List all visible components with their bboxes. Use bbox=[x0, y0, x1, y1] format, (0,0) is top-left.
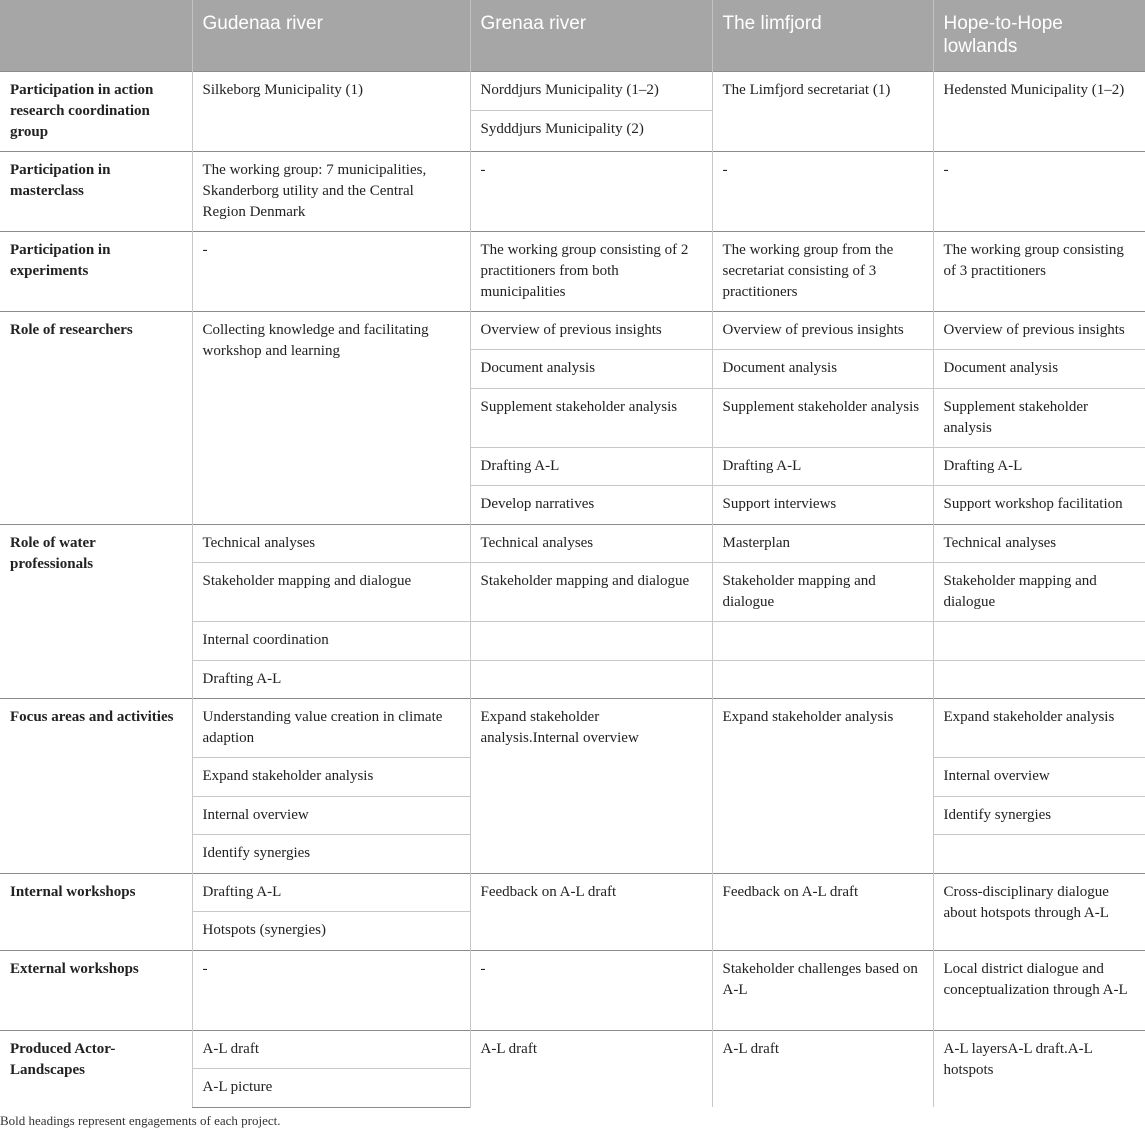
table-cell: Stakeholder mapping and dialogue bbox=[712, 562, 933, 621]
table-cell: Identify synergies bbox=[933, 796, 1145, 834]
table-cell: Technical analyses bbox=[933, 524, 1145, 562]
table-row bbox=[0, 231, 1145, 311]
table-cell: Expand stakeholder analysis bbox=[933, 698, 1145, 757]
table-cell: Masterplan bbox=[712, 524, 933, 562]
row-heading: Role of water professionals bbox=[0, 524, 192, 698]
table-cell: - bbox=[192, 950, 470, 1030]
table-row bbox=[0, 698, 1145, 757]
table-cell bbox=[470, 621, 712, 660]
table-footnote: Bold headings represent engagements of each project. bbox=[0, 1113, 281, 1128]
table-cell: Collecting knowledge and facilitating workshop and learning bbox=[192, 311, 470, 524]
table-cell bbox=[712, 660, 933, 698]
table-cell: A-L draft bbox=[470, 1030, 712, 1107]
table-cell: The Limfjord secretariat (1) bbox=[712, 71, 933, 151]
table-cell: Overview of previous insights bbox=[470, 311, 712, 349]
table-cell: The working group consisting of 3 practitioners bbox=[933, 231, 1145, 311]
header-gudenaa-river: Gudenaa river bbox=[192, 0, 470, 71]
table-cell: A-L layersA-L draft.A-L hotspots bbox=[933, 1030, 1145, 1107]
table-row bbox=[0, 151, 1145, 231]
table-cell: Identify synergies bbox=[192, 834, 470, 873]
table-cell: Expand stakeholder analysis bbox=[192, 757, 470, 796]
table-cell: - bbox=[192, 231, 470, 311]
table-row bbox=[0, 950, 1145, 1030]
table-cell: Technical analyses bbox=[192, 524, 470, 562]
table-cell: Support interviews bbox=[712, 485, 933, 524]
table-cell: A-L draft bbox=[192, 1030, 470, 1068]
table-cell bbox=[712, 621, 933, 660]
table-cell: Develop narratives bbox=[470, 485, 712, 524]
table-cell: Drafting A-L bbox=[192, 660, 470, 698]
table-cell: Sydddjurs Municipality (2) bbox=[470, 110, 712, 151]
table-cell: Supplement stakeholder analysis bbox=[470, 388, 712, 447]
table-cell: Feedback on A-L draft bbox=[470, 873, 712, 950]
table-cell: Hotspots (synergies) bbox=[192, 911, 470, 950]
table-cell: Stakeholder challenges based on A-L bbox=[712, 950, 933, 1030]
table-cell: Expand stakeholder analysis bbox=[712, 698, 933, 873]
table-row bbox=[0, 524, 1145, 562]
table-row bbox=[0, 873, 1145, 911]
table-row bbox=[0, 1030, 1145, 1068]
table-cell: Internal overview bbox=[933, 757, 1145, 796]
table-cell: Overview of previous insights bbox=[712, 311, 933, 349]
table-cell: - bbox=[933, 151, 1145, 231]
table-cell: A-L picture bbox=[192, 1068, 470, 1107]
table-cell: A-L draft bbox=[712, 1030, 933, 1107]
table-cell: Support workshop facilitation bbox=[933, 485, 1145, 524]
table-cell: - bbox=[712, 151, 933, 231]
table-cell: Drafting A-L bbox=[470, 447, 712, 485]
table-cell: Drafting A-L bbox=[712, 447, 933, 485]
header-hope-to-hope: Hope-to-Hope lowlands bbox=[933, 0, 1145, 71]
table-cell: Silkeborg Municipality (1) bbox=[192, 71, 470, 151]
table-cell bbox=[933, 621, 1145, 660]
table-row bbox=[0, 71, 1145, 110]
table-cell bbox=[470, 660, 712, 698]
table-cell: Drafting A-L bbox=[192, 873, 470, 911]
header-grenaa-river: Grenaa river bbox=[470, 0, 712, 71]
header-blank bbox=[0, 0, 192, 71]
row-heading: Participation in experiments bbox=[0, 231, 192, 311]
table-cell: Expand stakeholder analysis.Internal overview bbox=[470, 698, 712, 873]
row-heading: Role of researchers bbox=[0, 311, 192, 524]
table-cell: Stakeholder mapping and dialogue bbox=[470, 562, 712, 621]
table-row bbox=[0, 311, 1145, 349]
table-cell bbox=[933, 660, 1145, 698]
table-cell: Document analysis bbox=[470, 349, 712, 388]
table-cell: Stakeholder mapping and dialogue bbox=[192, 562, 470, 621]
table-cell: Understanding value creation in climate adaption bbox=[192, 698, 470, 757]
table-cell: Document analysis bbox=[933, 349, 1145, 388]
table-cell: The working group consisting of 2 practitioners from both municipalities bbox=[470, 231, 712, 311]
table-cell: Drafting A-L bbox=[933, 447, 1145, 485]
row-heading: External workshops bbox=[0, 950, 192, 1030]
table-cell: Internal overview bbox=[192, 796, 470, 834]
table-cell: - bbox=[470, 950, 712, 1030]
table-cell: Technical analyses bbox=[470, 524, 712, 562]
header-limfjord: The limfjord bbox=[712, 0, 933, 71]
row-heading: Produced Actor-Landscapes bbox=[0, 1030, 192, 1107]
row-heading: Focus areas and activities bbox=[0, 698, 192, 873]
table-cell: Overview of previous insights bbox=[933, 311, 1145, 349]
row-heading: Participation in action research coordination group bbox=[0, 71, 192, 151]
header-row bbox=[0, 0, 1145, 71]
table-cell: Hedensted Municipality (1–2) bbox=[933, 71, 1145, 151]
table-cell bbox=[933, 834, 1145, 873]
row-heading: Participation in masterclass bbox=[0, 151, 192, 231]
table-cell: Local district dialogue and conceptualization through A-L bbox=[933, 950, 1145, 1030]
table-cell: The working group from the secretariat consisting of 3 practitioners bbox=[712, 231, 933, 311]
table-cell: Supplement stakeholder analysis bbox=[933, 388, 1145, 447]
table-cell: Supplement stakeholder analysis bbox=[712, 388, 933, 447]
table-cell: Cross-disciplinary dialogue about hotspots through A-L bbox=[933, 873, 1145, 950]
table-cell: Internal coordination bbox=[192, 621, 470, 660]
row-heading: Internal workshops bbox=[0, 873, 192, 950]
table-cell: Stakeholder mapping and dialogue bbox=[933, 562, 1145, 621]
table-cell: - bbox=[470, 151, 712, 231]
table-cell: The working group: 7 municipalities, Skanderborg utility and the Central Region Denmark bbox=[192, 151, 470, 231]
table-cell: Document analysis bbox=[712, 349, 933, 388]
table-cell: Norddjurs Municipality (1–2) bbox=[470, 71, 712, 110]
table-cell: Feedback on A-L draft bbox=[712, 873, 933, 950]
